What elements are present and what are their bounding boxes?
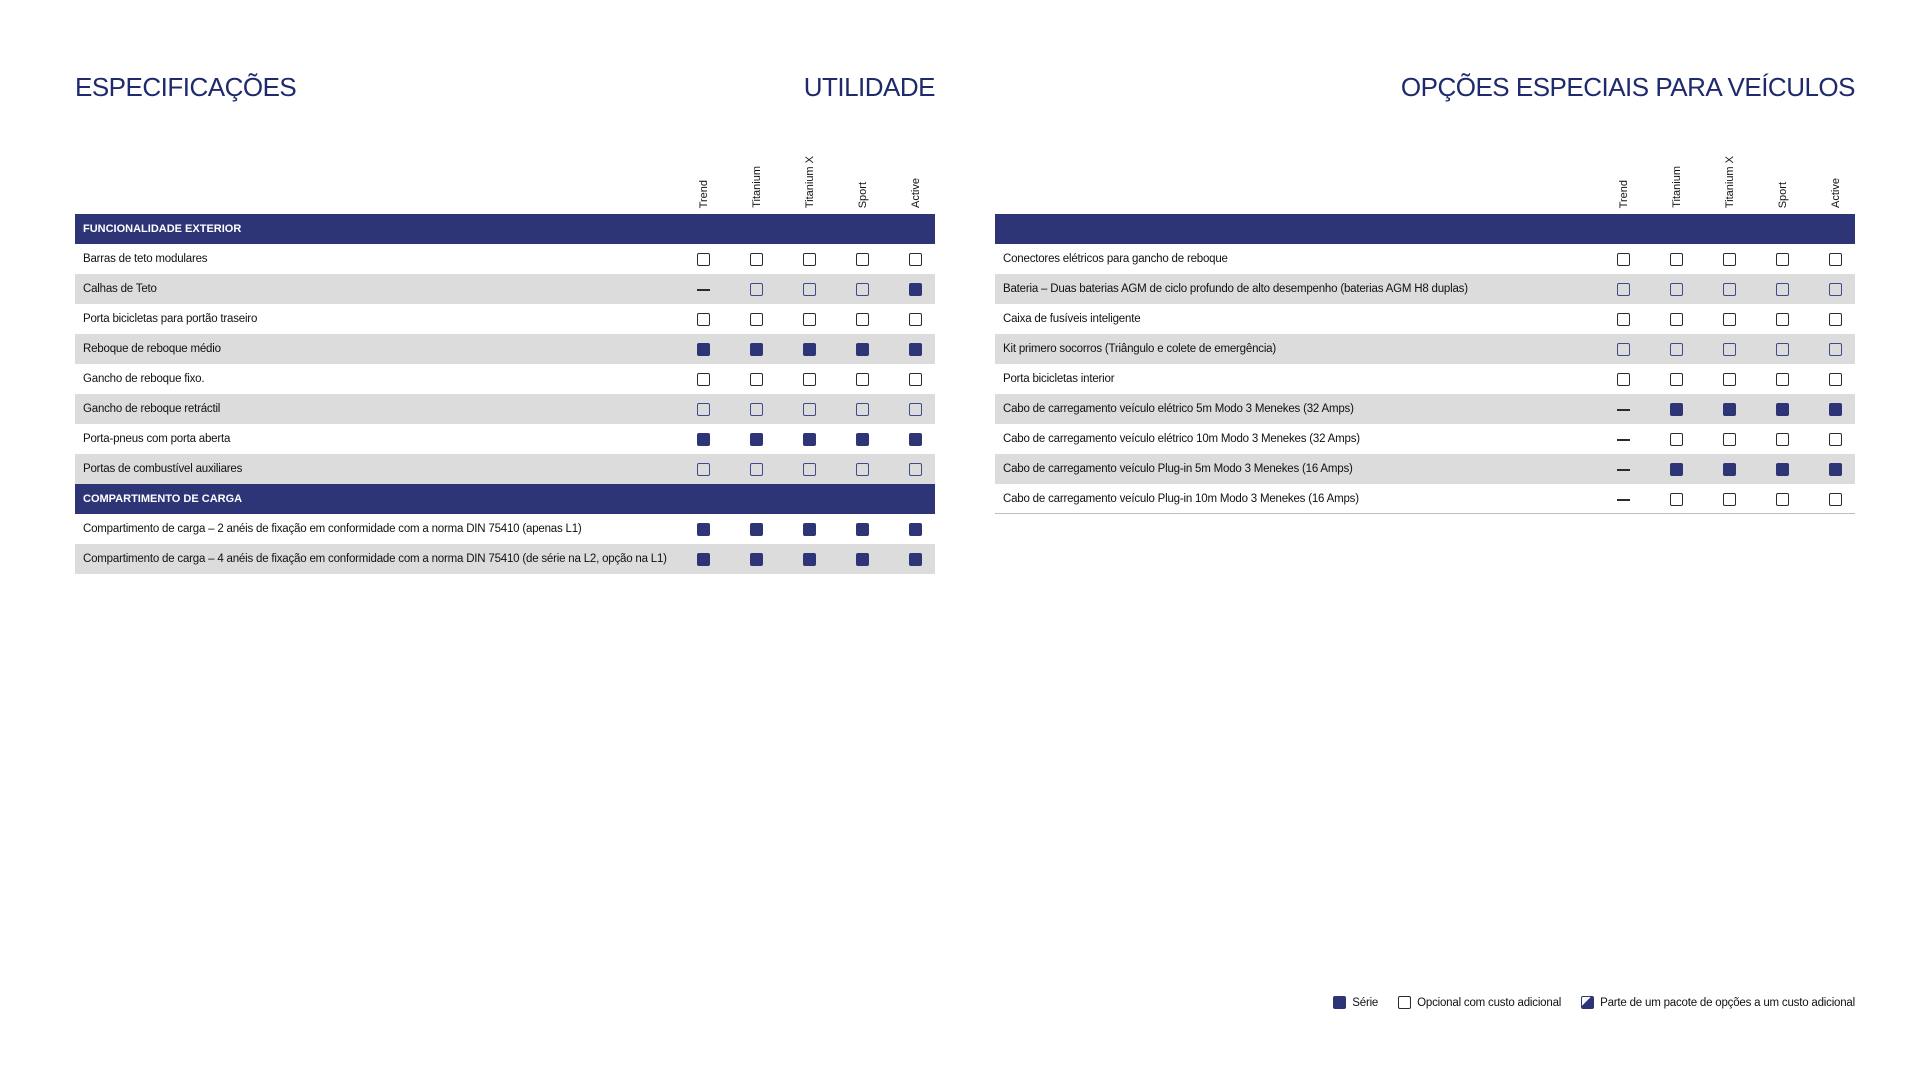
table-row [75,334,935,364]
filled-square-icon [856,433,869,446]
column-header-label: Active [1829,178,1842,208]
column-headers [75,148,935,214]
table-row [75,244,935,274]
legend-label-package: Parte de um pacote de opções a um custo adicional [1600,996,1855,1009]
filled-square-icon [803,523,816,536]
column-header-label: Sport [856,181,869,208]
filled-square-icon [1723,403,1736,416]
row-label: Compartimento de carga – 4 anéis de fixação em conformidade com a norma DIN 75410 (de série na L2, opção na L1) [83,553,667,565]
filled-square-icon [697,433,710,446]
empty-square-icon [1723,313,1736,326]
filled-square-icon [1776,463,1789,476]
filled-square-icon [1829,463,1842,476]
filled-square-icon [803,343,816,356]
table-row [995,394,1855,424]
utilidade-spec-table [75,148,935,574]
column-header-sport [1756,182,1809,208]
empty-square-icon [750,463,763,476]
empty-square-icon [803,403,816,416]
empty-square-icon [1670,283,1683,296]
column-header-label: Trend [1617,179,1630,208]
empty-square-icon [803,253,816,266]
empty-square-icon [803,283,816,296]
section-subtitle-utilidade: UTILIDADE [803,72,935,102]
dash-icon [697,289,710,291]
empty-square-icon [1617,313,1630,326]
table-row [995,424,1855,454]
empty-square-icon [1723,493,1736,506]
column-header-label: Titanium X [1723,155,1736,208]
filled-square-icon [750,433,763,446]
table-row [995,334,1855,364]
row-label: Cabo de carregamento veículo Plug-in 5m Modo 3 Menekes (16 Amps) [1003,463,1353,475]
row-label: Kit primero socorros (Triângulo e colete de emergência) [1003,343,1277,355]
filled-square-icon [1776,403,1789,416]
empty-square-icon [1617,373,1630,386]
empty-square-icon [1829,253,1842,266]
empty-square-icon [1617,253,1630,266]
table-row [75,304,935,334]
table-row [995,244,1855,274]
empty-square-icon [1670,253,1683,266]
empty-square-icon [1670,373,1683,386]
empty-square-icon [909,373,922,386]
column-header-active [889,178,942,208]
empty-square-icon [1670,343,1683,356]
legend [1333,996,1855,1009]
column-header-label: Titanium X [803,155,816,208]
empty-square-icon [909,463,922,476]
table-row [75,454,935,484]
empty-square-icon [1670,493,1683,506]
row-label: Portas de combustível auxiliares [83,463,243,475]
empty-square-icon [1723,343,1736,356]
filled-square-icon [1333,996,1346,1009]
filled-square-icon [1723,463,1736,476]
section-bar [995,214,1855,244]
empty-square-icon [856,463,869,476]
filled-square-icon [697,553,710,566]
empty-square-icon [1829,343,1842,356]
legend-label-standard: Série [1352,996,1379,1009]
empty-square-icon [909,253,922,266]
empty-square-icon [909,313,922,326]
section-title-opcoes-especiais: OPÇÕES ESPECIAIS PARA VEÍCULOS [1400,72,1855,102]
table-row [75,364,935,394]
dash-icon [1617,409,1630,411]
filled-square-icon [856,343,869,356]
empty-square-icon [697,373,710,386]
row-label: Bateria – Duas baterias AGM de ciclo profundo de alto desempenho (baterias AGM H8 duplas) [1003,283,1468,295]
empty-square-icon [803,313,816,326]
empty-square-icon [1829,283,1842,296]
empty-square-icon [856,403,869,416]
empty-square-icon [1398,996,1411,1009]
filled-square-icon [909,553,922,566]
empty-square-icon [1670,433,1683,446]
row-label: Barras de teto modulares [83,253,208,265]
empty-square-icon [1776,433,1789,446]
column-header-label: Titanium [750,166,763,208]
empty-square-icon [909,403,922,416]
empty-square-icon [1776,253,1789,266]
filled-square-icon [803,553,816,566]
column-header-titanium-x [1703,156,1756,208]
filled-square-icon [697,523,710,536]
filled-square-icon [909,433,922,446]
empty-square-icon [1829,493,1842,506]
row-label: Cabo de carregamento veículo elétrico 10m Modo 3 Menekes (32 Amps) [1003,433,1360,445]
filled-square-icon [1670,403,1683,416]
legend-item-package [1581,996,1855,1009]
row-label: Conectores elétricos para gancho de reboque [1003,253,1228,265]
dash-icon [1617,439,1630,441]
empty-square-icon [697,253,710,266]
filled-square-icon [697,343,710,356]
row-label: Caixa de fusíveis inteligente [1003,313,1141,325]
column-header-trend [677,180,730,208]
row-label: Calhas de Teto [83,283,157,295]
filled-square-icon [856,553,869,566]
empty-square-icon [856,253,869,266]
column-header-titanium-x [783,156,836,208]
empty-square-icon [856,283,869,296]
dash-icon [1617,469,1630,471]
table-row [995,304,1855,334]
filled-square-icon [1670,463,1683,476]
filled-square-icon [1829,403,1842,416]
empty-square-icon [1723,373,1736,386]
row-label: Gancho de reboque retráctil [83,403,221,415]
empty-square-icon [697,463,710,476]
row-label: Porta-pneus com porta aberta [83,433,231,445]
filled-square-icon [856,523,869,536]
table-row [995,484,1855,514]
legend-item-standard [1333,996,1378,1009]
row-label: Reboque de reboque médio [83,343,221,355]
legend-label-optional: Opcional com custo adicional [1417,996,1562,1009]
empty-square-icon [1617,283,1630,296]
table-row [995,274,1855,304]
legend-item-optional [1398,996,1561,1009]
column-header-label: Titanium [1670,166,1683,208]
empty-square-icon [1776,493,1789,506]
filled-square-icon [750,343,763,356]
row-label: Porta bicicletas para portão traseiro [83,313,258,325]
empty-square-icon [1829,313,1842,326]
table-row [75,544,935,574]
empty-square-icon [1723,283,1736,296]
empty-square-icon [856,313,869,326]
empty-square-icon [803,373,816,386]
filled-square-icon [750,523,763,536]
empty-square-icon [697,403,710,416]
filled-square-icon [750,553,763,566]
half-filled-square-icon [1581,996,1594,1009]
column-header-label: Trend [697,179,710,208]
filled-square-icon [909,523,922,536]
column-header-trend [1597,180,1650,208]
special-options-table [995,148,1855,514]
empty-square-icon [1776,313,1789,326]
column-header-titanium [1650,166,1703,208]
column-header-titanium [730,166,783,208]
column-headers [995,148,1855,214]
column-header-active [1809,178,1862,208]
empty-square-icon [750,253,763,266]
row-label: Cabo de carregamento veículo Plug-in 10m Modo 3 Menekes (16 Amps) [1003,493,1359,505]
empty-square-icon [1776,283,1789,296]
dash-icon [1617,499,1630,501]
row-label: Compartimento de carga – 2 anéis de fixação em conformidade com a norma DIN 75410 (apenas L1) [83,523,582,535]
filled-square-icon [909,343,922,356]
section-bar: COMPARTIMENTO DE CARGA [75,484,935,514]
column-header-sport [836,182,889,208]
empty-square-icon [856,373,869,386]
empty-square-icon [1829,433,1842,446]
table-row [995,454,1855,484]
table-row [75,424,935,454]
page-title: ESPECIFICAÇÕES [75,72,297,102]
column-header-label: Active [909,178,922,208]
empty-square-icon [1723,433,1736,446]
table-row [75,514,935,544]
empty-square-icon [750,313,763,326]
empty-square-icon [1829,373,1842,386]
empty-square-icon [1670,313,1683,326]
row-label: Gancho de reboque fixo. [83,373,205,385]
empty-square-icon [1776,373,1789,386]
table-row [75,394,935,424]
empty-square-icon [750,403,763,416]
table-row [75,274,935,304]
empty-square-icon [1776,343,1789,356]
filled-square-icon [909,283,922,296]
empty-square-icon [1617,343,1630,356]
empty-square-icon [803,463,816,476]
filled-square-icon [803,433,816,446]
row-label: Porta bicicletas interior [1003,373,1115,385]
empty-square-icon [697,313,710,326]
row-label: Cabo de carregamento veículo elétrico 5m Modo 3 Menekes (32 Amps) [1003,403,1354,415]
section-bar: FUNCIONALIDADE EXTERIOR [75,214,935,244]
empty-square-icon [750,283,763,296]
column-header-label: Sport [1776,181,1789,208]
empty-square-icon [750,373,763,386]
empty-square-icon [1723,253,1736,266]
table-row [995,364,1855,394]
